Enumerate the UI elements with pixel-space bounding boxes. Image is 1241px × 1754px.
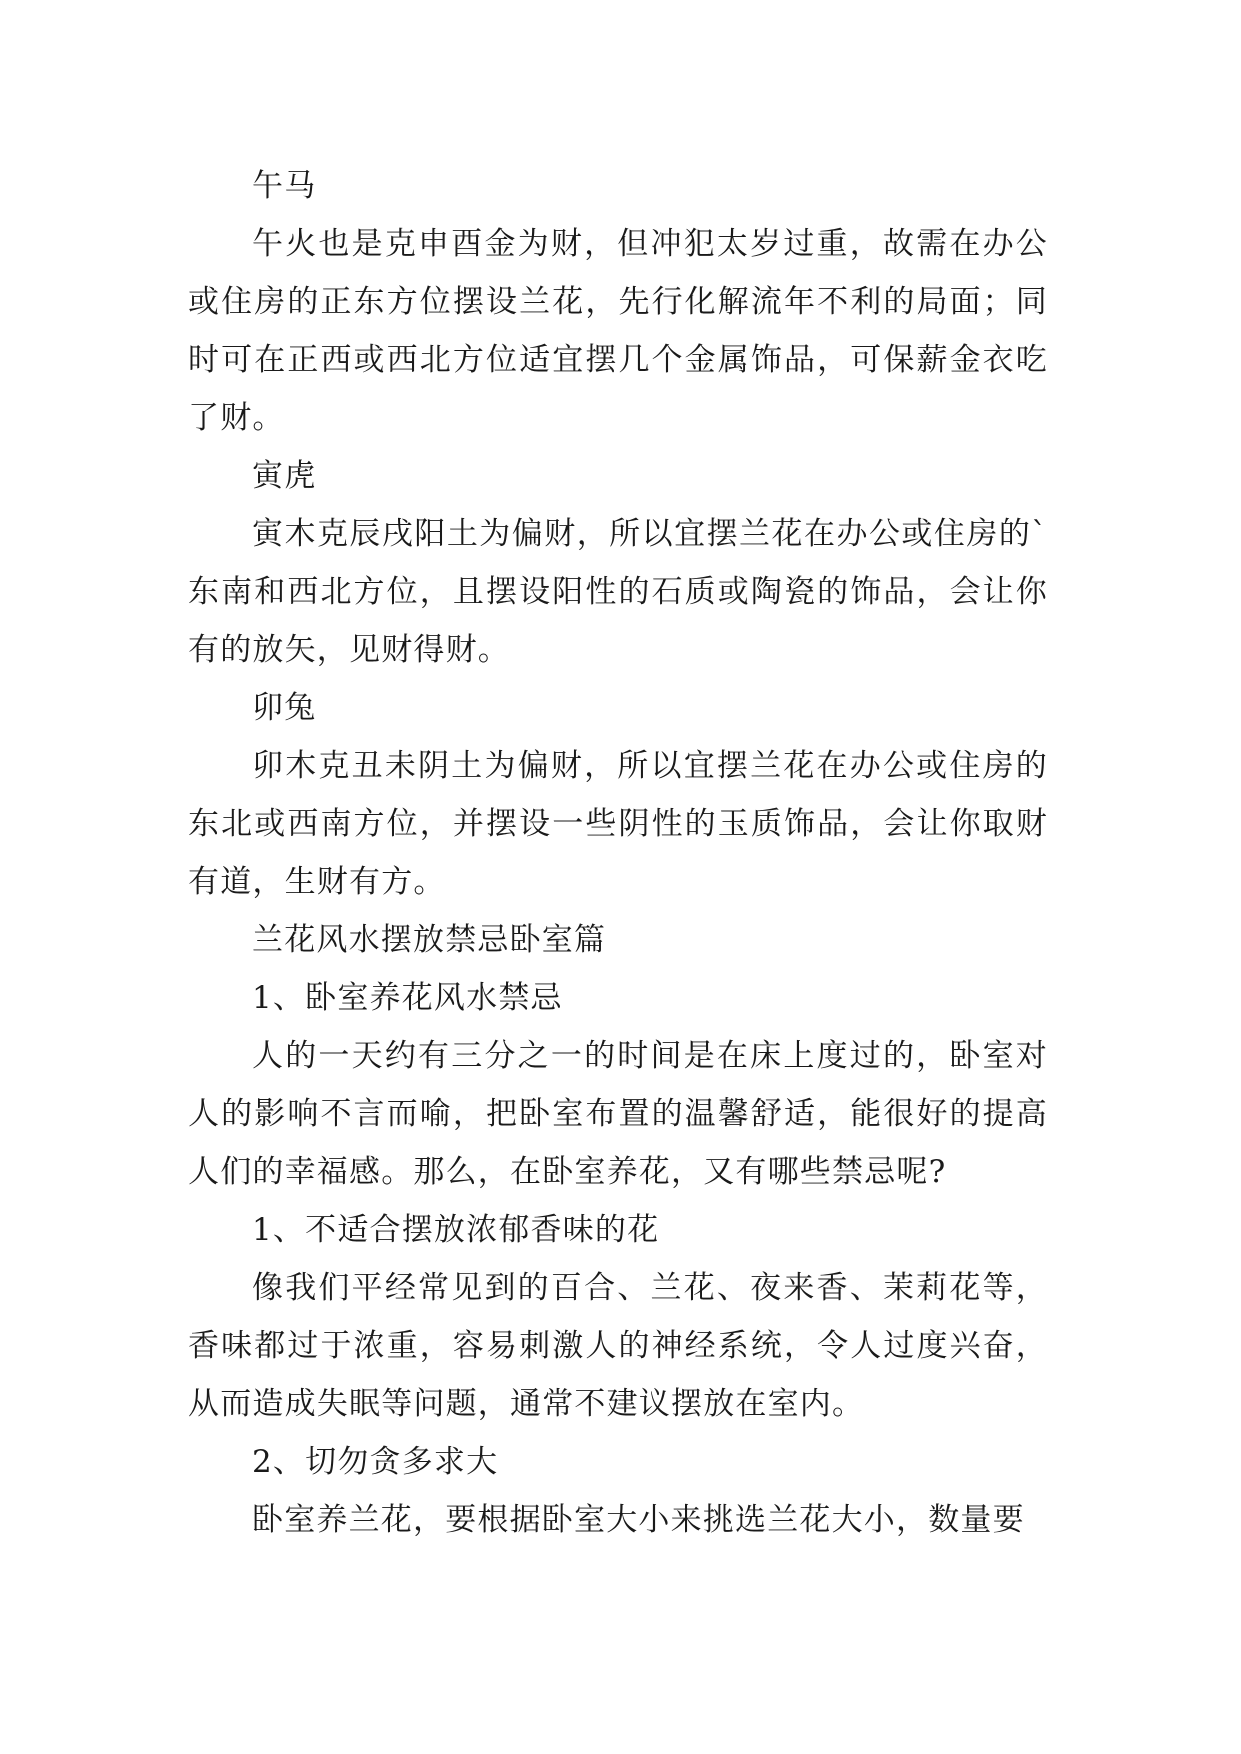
paragraph-bedroom-intro: 人的一天约有三分之一的时间是在床上度过的，卧室对人的影响不言而喻，把卧室布置的温馨舒适，能很好的提高人们的幸福感。那么，在卧室养花，又有哪些禁忌呢?: [188, 1038, 1048, 1190]
section-title-bedroom: 兰花风水摆放禁忌卧室篇: [252, 922, 607, 958]
document-body: [188, 157, 1048, 1549]
subheading-bedroom-taboos: 1、卧室养花风水禁忌: [252, 980, 563, 1016]
subheading-fragrance: 1、不适合摆放浓郁香味的花: [252, 1212, 660, 1248]
subheading-not-too-many: 2、切勿贪多求大: [252, 1444, 499, 1480]
paragraph-rabbit: 卯木克丑未阴土为偏财，所以宜摆兰花在办公或住房的东北或西南方位，并摆设一些阴性的玉质饰品，会让你取财有道，生财有方。: [188, 748, 1048, 900]
paragraph-tiger: 寅木克辰戌阳土为偏财，所以宜摆兰花在办公或住房的`东南和西北方位，且摆设阳性的石质或陶瓷的饰品，会让你有的放矢，见财得财。: [188, 516, 1048, 668]
heading-tiger: 寅虎: [252, 458, 317, 494]
paragraph-fragrance: 像我们平经常见到的百合、兰花、夜来香、茉莉花等，香味都过于浓重，容易刺激人的神经系统，令人过度兴奋，从而造成失眠等问题，通常不建议摆放在室内。: [188, 1270, 1048, 1422]
heading-horse: 午马: [252, 168, 317, 204]
heading-rabbit: 卯兔: [252, 690, 317, 726]
paragraph-size-quantity: 卧室养兰花，要根据卧室大小来挑选兰花大小，数量要: [252, 1502, 1025, 1538]
paragraph-horse: 午火也是克申酉金为财，但冲犯太岁过重，故需在办公或住房的正东方位摆设兰花，先行化解流年不利的局面；同时可在正西或西北方位适宜摆几个金属饰品，可保薪金衣吃了财。: [188, 226, 1048, 436]
